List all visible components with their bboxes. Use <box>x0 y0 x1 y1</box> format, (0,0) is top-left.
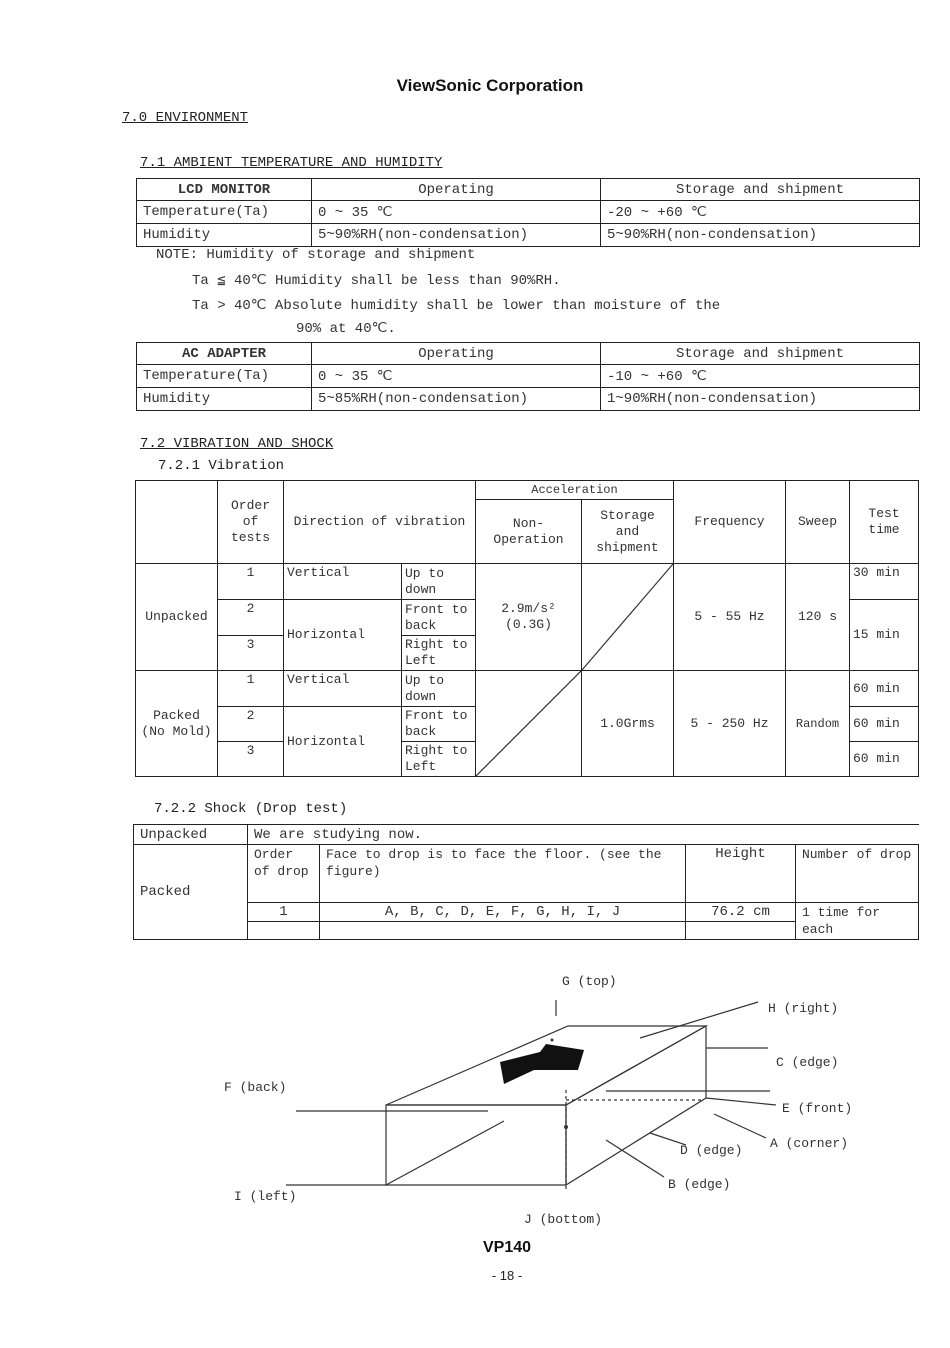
box-right-face <box>566 1026 706 1185</box>
vib-pk-sweep: Random <box>786 671 850 777</box>
vib-un-accel: 2.9m/s² (0.3G) <box>476 564 582 671</box>
vib-head-storage: Storage and shipment <box>582 500 674 564</box>
vib-head-time: Test time <box>850 481 919 564</box>
diagonal-strike-icon <box>582 564 673 670</box>
section-title: 7.0 ENVIRONMENT <box>122 110 249 126</box>
vibration-table <box>135 480 919 777</box>
vibration-title: 7.2.1 Vibration <box>158 458 285 474</box>
vib-pk-vertical: Vertical <box>284 671 402 707</box>
lcd-temp-operating: 0 ~ 35 ℃ <box>312 201 601 224</box>
vib-un-order-3: 3 <box>218 636 284 671</box>
vibration-shock-title: 7.2 VIBRATION AND SHOCK <box>140 436 334 452</box>
shock-head-number: Number of drop <box>796 845 919 903</box>
fig-label-edge-b: B (edge) <box>668 1177 731 1192</box>
adapter-hum-label: Humidity <box>137 388 312 411</box>
vib-un-vertical: Vertical <box>284 564 402 600</box>
vib-un-frontback: Front to back <box>402 600 476 636</box>
lcd-head-operating: Operating <box>312 179 601 201</box>
note-line3: Ta > 40℃ Absolute humidity shall be lower than moisture of the <box>192 298 721 314</box>
fig-label-edge-d: D (edge) <box>680 1143 743 1158</box>
lcd-hum-operating: 5~90%RH(non-condensation) <box>312 224 601 247</box>
shock-blank-1 <box>248 922 320 940</box>
adapter-temp-storage: -10 ~ +60 ℃ <box>601 365 920 388</box>
shock-number: 1 time for each <box>796 903 919 940</box>
fig-label-edge-c: C (edge) <box>776 1055 839 1070</box>
shock-order: 1 <box>248 903 320 922</box>
fig-label-top: G (top) <box>562 974 617 989</box>
vib-un-horizontal: Horizontal <box>284 600 402 671</box>
shock-unpacked-label: Unpacked <box>134 825 248 845</box>
vib-pk-order-2: 2 <box>218 707 284 742</box>
vib-head-acceleration: Acceleration <box>476 481 674 500</box>
vib-packed-label: Packed (No Mold) <box>136 671 218 777</box>
lcd-hum-label: Humidity <box>137 224 312 247</box>
vib-pk-updown: Up to down <box>402 671 476 707</box>
vib-pk-order-3: 3 <box>218 742 284 777</box>
shock-head-height: Height <box>686 845 796 903</box>
adapter-hum-storage: 1~90%RH(non-condensation) <box>601 388 920 411</box>
vib-un-time-1: 30 min <box>850 564 919 600</box>
fig-label-front: E (front) <box>782 1101 853 1116</box>
lcd-head-label: LCD MONITOR <box>137 179 312 201</box>
vib-un-sweep: 120 s <box>786 564 850 671</box>
vib-pk-freq: 5 - 250 Hz <box>674 671 786 777</box>
adapter-temp-label: Temperature(Ta) <box>137 365 312 388</box>
vib-pk-horizontal: Horizontal <box>284 707 402 777</box>
vib-un-freq: 5 - 55 Hz <box>674 564 786 671</box>
shock-blank-3 <box>686 922 796 940</box>
shock-head-face: Face to drop is to face the floor. (see the figure) <box>320 845 686 903</box>
fig-label-back: F (back) <box>224 1080 287 1095</box>
note-line4: 90% at 40℃. <box>296 321 396 337</box>
adapter-temp-operating: 0 ~ 35 ℃ <box>312 365 601 388</box>
shock-title: 7.2.2 Shock (Drop test) <box>154 801 348 817</box>
vib-pk-nonop-na <box>476 671 582 777</box>
vib-head-sweep: Sweep <box>786 481 850 564</box>
lcd-temp-storage: -20 ~ +60 ℃ <box>601 201 920 224</box>
vib-pk-time-2: 60 min <box>850 707 919 742</box>
vib-pk-order-1: 1 <box>218 671 284 707</box>
vib-un-time-2: 15 min <box>850 600 919 671</box>
vib-un-order-1: 1 <box>218 564 284 600</box>
adapter-head-operating: Operating <box>312 343 601 365</box>
vib-un-updown: Up to down <box>402 564 476 600</box>
lcd-head-storage: Storage and shipment <box>601 179 920 201</box>
vib-un-order-2: 2 <box>218 600 284 636</box>
fig-label-bottom: J (bottom) <box>524 1212 603 1227</box>
ambient-title: 7.1 AMBIENT TEMPERATURE AND HUMIDITY <box>140 155 443 171</box>
adapter-hum-operating: 5~85%RH(non-condensation) <box>312 388 601 411</box>
vib-head-blank <box>136 481 218 564</box>
vib-head-nonop: Non- Operation <box>476 500 582 564</box>
vib-pk-time-3: 60 min <box>850 742 919 777</box>
shock-height: 76.2 cm <box>686 903 796 922</box>
company-header: ViewSonic Corporation <box>396 76 584 95</box>
fig-label-corner: A (corner) <box>770 1136 849 1151</box>
diagonal-strike-icon <box>476 671 581 776</box>
shock-head-order: Order of drop <box>248 845 320 903</box>
lcd-hum-storage: 5~90%RH(non-condensation) <box>601 224 920 247</box>
lcd-env-table <box>136 178 920 247</box>
vib-un-storage-na <box>582 564 674 671</box>
vib-pk-accel: 1.0Grms <box>582 671 674 777</box>
adapter-env-table <box>136 342 920 411</box>
vib-head-order: Order of tests <box>218 481 284 564</box>
lcd-temp-label: Temperature(Ta) <box>137 201 312 224</box>
box-front-face <box>386 1105 566 1185</box>
footer-model: VP140 <box>482 1239 532 1256</box>
vib-un-rightleft: Right to Left <box>402 636 476 671</box>
shock-unpacked-note: We are studying now. <box>248 825 919 845</box>
shock-packed-label: Packed <box>134 845 248 940</box>
vib-pk-frontback: Front to back <box>402 707 476 742</box>
vib-pk-time-1: 60 min <box>850 671 919 707</box>
fig-label-right: H (right) <box>768 1001 839 1016</box>
fig-label-left: I (left) <box>234 1189 297 1204</box>
shock-blank-2 <box>320 922 686 940</box>
shock-table <box>133 824 919 940</box>
note-line1: NOTE: Humidity of storage and shipment <box>156 247 476 263</box>
adapter-head-label: AC ADAPTER <box>137 343 312 365</box>
vib-head-frequency: Frequency <box>674 481 786 564</box>
adapter-head-storage: Storage and shipment <box>601 343 920 365</box>
vib-pk-rightleft: Right to Left <box>402 742 476 777</box>
note-line2: Ta ≦ 40℃ Humidity shall be less than 90%RH. <box>192 273 561 289</box>
footer-page-number: - 18 - <box>491 1268 523 1283</box>
vib-head-direction: Direction of vibration <box>284 481 476 564</box>
vib-unpacked-label: Unpacked <box>136 564 218 671</box>
shock-faces: A, B, C, D, E, F, G, H, I, J <box>320 903 686 922</box>
